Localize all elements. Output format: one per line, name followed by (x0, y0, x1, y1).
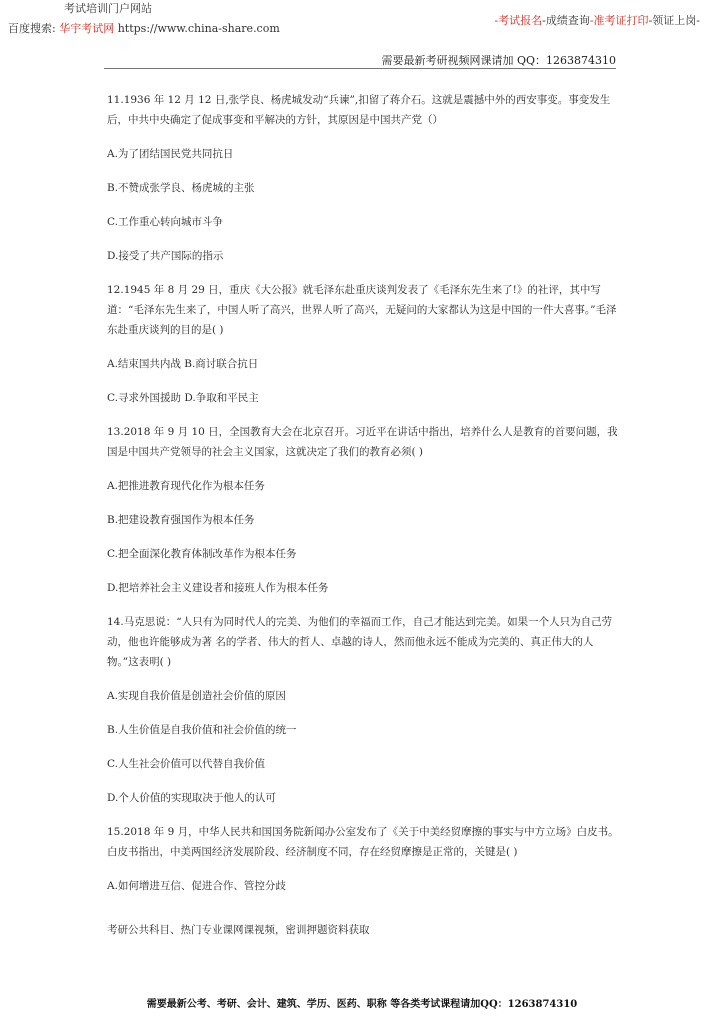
qq-notice: 需要最新考研视频网课请加 QQ：1263874310 (381, 54, 616, 67)
option-c: C.人生社会价值可以代替自我价值 (107, 758, 265, 770)
option-a: A.把推进教育现代化作为根本任务 (107, 480, 265, 492)
option-d: D.接受了共产国际的指示 (107, 250, 224, 262)
site-brand: 考试培训门户网站 (64, 2, 152, 15)
header-divider (104, 68, 616, 69)
option-b: B.人生价值是自我价值和社会价值的统一 (107, 724, 297, 736)
top-nav (494, 12, 700, 28)
question-12 (107, 280, 619, 408)
option-a-b: A.结束国共内战 B.商讨联合抗日 (107, 358, 259, 370)
nav-exam-registration[interactable]: -考试报名 (494, 14, 543, 27)
question-13 (107, 422, 619, 598)
question-stem: 11.1936 年 12 月 12 日,张学良、杨虎城发动“兵谏”,扣留了蒋介石。这就是震撼中外的西安事变。事变发生后，中共中央确定了促成事变和平解决的方针，其原因是中国共产党（） (107, 94, 611, 126)
search-keyword-link[interactable]: 华宇考试网 (59, 22, 115, 35)
document-body (107, 90, 619, 940)
option-c-d: C.寻求外国援助 D.争取和平民主 (107, 392, 259, 404)
option-b: B.把建设教育强国作为根本任务 (107, 514, 255, 526)
footer-notice: 需要最新公考、考研、会计、建筑、学历、医药、职称 等各类考试课程请加QQ：1263874310 (146, 999, 578, 1010)
option-d: D.把培养社会主义建设者和接班人作为根本任务 (107, 582, 329, 594)
search-hint (8, 20, 280, 36)
question-stem: 13.2018 年 9 月 10 日，全国教育大会在北京召开。习近平在讲话中指出，培养什么人是教育的首要问题，我国是中国共产党领导的社会主义国家，这就决定了我们的教育必须( ) (107, 426, 618, 458)
search-label: 百度搜索: (8, 22, 56, 35)
option-c: C.把全面深化教育体制改革作为根本任务 (107, 548, 297, 560)
question-stem: 15.2018 年 9 月，中华人民共和国国务院新闻办公室发布了《关于中美经贸摩擦的事实与中方立场》白皮书。白皮书指出，中美两国经济发展阶段、经济制度不同，存在经贸摩擦是正常的，关键是( ) (107, 826, 619, 858)
nav-certificate[interactable]: -领证上岗- (648, 14, 700, 27)
option-d: D.个人价值的实现取决于他人的认可 (107, 792, 276, 804)
question-stem: 14.马克思说：“人只有为同时代人的完美、为他们的幸福而工作，自己才能达到完美。如果一个人只为自己劳动，他也许能够成为著 名的学者、伟大的哲人、卓越的诗人，然而他永远不能成为完美的、真正伟大的人物。”这表明( ) (107, 616, 613, 668)
site-url[interactable]: https://www.china-share.com (117, 22, 280, 35)
option-a: A.为了团结国民党共同抗日 (107, 148, 234, 160)
question-14 (107, 612, 619, 808)
option-b: B.不赞成张学良、杨虎城的主张 (107, 182, 255, 194)
question-11 (107, 90, 619, 266)
nav-admission-ticket[interactable]: -准考证打印 (589, 14, 649, 27)
bottom-note: 考研公共科目、热门专业课网课视频，密训押题资料获取 (107, 924, 370, 936)
option-c: C.工作重心转向城市斗争 (107, 216, 223, 228)
option-a: A.实现自我价值是创造社会价值的原因 (107, 690, 286, 702)
question-stem: 12.1945 年 8 月 29 日，重庆《大公报》就毛泽东赴重庆谈判发表了《毛泽东先生来了!》的社评，其中写道：“毛泽东先生来了，中国人听了高兴，世界人听了高兴，无疑问的大家都认为这是中国的一件大喜事。”毛泽东赴重庆谈判的目的是( ) (107, 284, 617, 336)
question-15 (107, 822, 619, 896)
nav-score-query[interactable]: -成绩查询 (542, 14, 590, 27)
option-a: A.如何增进互信、促进合作、管控分歧 (107, 880, 286, 892)
